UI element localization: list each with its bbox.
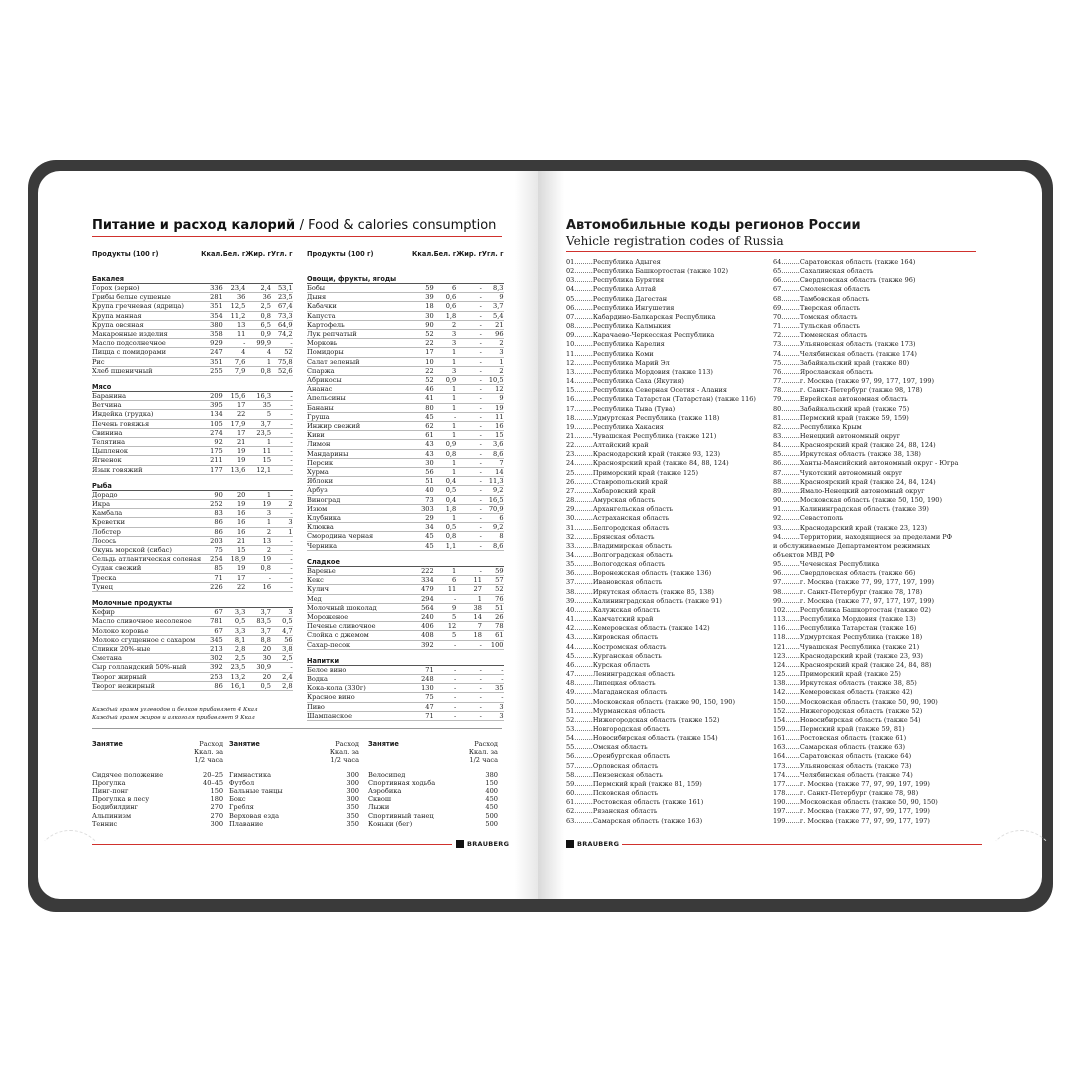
region-code-entry: 79.........Еврейская автономная область xyxy=(773,395,908,404)
footer-line-right xyxy=(622,844,982,845)
region-code-entry: 99.........г. Москва (также 77, 97, 177, 197, 199) xyxy=(773,596,935,605)
region-code-entry: 178.......г. Санкт-Петербург (также 78, 98) xyxy=(773,789,919,798)
activity-row: Пинг-понг 150 xyxy=(92,787,224,796)
activity-row: Плавание 350 xyxy=(229,819,359,828)
region-code-entry: 72.........Тюменская область xyxy=(773,331,868,340)
food-row: Баранина 209 15,6 16,3 - xyxy=(92,392,293,401)
food-row: Масло подсолнечное 929 - 99,9 - xyxy=(92,339,293,348)
food-row: Сельдь атлантическая соленая 254 18,9 19 - xyxy=(92,555,293,564)
activity-header: Занятие Расход Ккал. за 1/2 часа xyxy=(92,740,224,765)
food-row: Мандарины 43 0,8 - 8,6 xyxy=(307,449,504,458)
region-code-entry: 50.........Московская область (также 90, 150, 190) xyxy=(566,697,735,706)
food-row: Яблоки 51 0,4 - 11,3 xyxy=(307,477,504,486)
region-code-entry: 150.......Московская область (также 50, 90, 190) xyxy=(773,697,938,706)
region-code-entry: 30.........Астраханская область xyxy=(566,514,670,523)
region-code-entry: 71.........Тульская область xyxy=(773,322,861,331)
region-code-entry: 68.........Тамбовская область xyxy=(773,294,869,303)
region-code-entry: 174.......Челябинская область (также 74) xyxy=(773,770,913,779)
region-code-entry: 61.........Ростовская область (также 161) xyxy=(566,798,704,807)
food-row: Горох (зерно) 336 23,4 2,4 53,1 xyxy=(92,284,293,292)
regions-title-underline xyxy=(566,251,976,252)
food-group-heading: Бакалея xyxy=(92,268,293,284)
table-header: Продукты (100 г) Ккал. Бел. г Жир. г Угл. г xyxy=(92,250,293,258)
region-code-entry: 26.........Ставропольский край xyxy=(566,477,668,486)
food-group-heading: Напитки xyxy=(307,649,504,665)
food-row: Хурма 56 1 - 14 xyxy=(307,468,504,477)
activity-row: Прогулка в лесу 180 xyxy=(92,795,224,804)
region-code-entry: 163.......Самарская область (также 63) xyxy=(773,743,905,752)
region-code-entry: 32.........Брянская область xyxy=(566,532,655,541)
food-row: Крупа манная 354 11,2 0,8 73,3 xyxy=(92,311,293,320)
food-row: Свинина 274 17 23,5 - xyxy=(92,428,293,437)
food-row: Кабачки 18 0,6 - 3,7 xyxy=(307,302,504,311)
footer-line-left xyxy=(92,844,452,845)
food-row: Грибы белые сушеные 281 36 36 23,5 xyxy=(92,293,293,302)
activity-row: Теннис 300 xyxy=(92,819,224,828)
region-code-entry: 51.........Мурманская область xyxy=(566,706,666,715)
region-code-entry: 17.........Республика Тыва (Тува) xyxy=(566,404,676,413)
region-code-entry: 44.........Костромская область xyxy=(566,642,667,651)
region-code-entry: 138.......Иркутская область (также 38, 85) xyxy=(773,679,917,688)
region-code-entry: 97.........г. Москва (также 77, 99, 177, 197, 199) xyxy=(773,578,935,587)
region-code-entry: 118.......Удмуртская Республика (также 18) xyxy=(773,633,923,642)
food-row: Сыр голландский 50%-ный 392 23,5 30,9 - xyxy=(92,663,293,672)
region-code-entry: 62.........Рязанская область xyxy=(566,807,658,816)
activity-row: Футбол 300 xyxy=(229,778,359,787)
food-group-heading: Сладкое xyxy=(307,550,504,566)
activity-row: Коньки (бег) 500 xyxy=(368,819,498,828)
region-code-entry: 152.......Нижегородская область (также 52) xyxy=(773,706,923,715)
food-group-heading: Мясо xyxy=(92,376,293,392)
region-code-entry: 36.........Воронежская область (также 136) xyxy=(566,569,712,578)
region-code-entry: 113.......Республика Мордовия (также 13) xyxy=(773,615,916,624)
region-code-entry: 154.......Новосибирская область (также 54) xyxy=(773,715,921,724)
activity-row: Спортивная ходьба 150 xyxy=(368,778,498,787)
region-code-entry: 197.......г. Москва (также 77, 97, 99, 177, 199) xyxy=(773,807,930,816)
food-row: Крупа гречневая (ядрица) 351 12,5 2,5 67,4 xyxy=(92,302,293,311)
region-code-entry: 77.........г. Москва (также 97, 99, 177, 197, 199) xyxy=(773,377,935,386)
region-code-entry: 64.........Саратовская область (также 164) xyxy=(773,258,916,266)
region-code-entry: 21.........Чувашская Республика (также 121) xyxy=(566,431,717,440)
food-row: Мед 294 - 1 76 xyxy=(307,594,504,603)
regions-subtitle: Vehicle registration codes of Russia xyxy=(566,234,784,248)
region-code-entry: 83.........Ненецкий автономный округ xyxy=(773,431,901,440)
activity-row: Велосипед 380 xyxy=(368,770,498,779)
region-code-entry: и обслуживаемые Департаментом режимных xyxy=(773,541,931,550)
activity-row: Бальные танцы 300 xyxy=(229,787,359,796)
region-code-entry: 02.........Республика Башкортостан (также 102) xyxy=(566,267,729,276)
region-code-entry: 42.........Кемеровская область (также 142) xyxy=(566,624,710,633)
food-row: Хлеб пшеничный 255 7,9 0,8 52,6 xyxy=(92,366,293,375)
region-code-entry: 80.........Забайкальский край (также 75) xyxy=(773,404,910,413)
food-row: Ананас 46 1 - 12 xyxy=(307,385,504,394)
food-row: Сливки 20%-ные 213 2,8 20 3,8 xyxy=(92,644,293,653)
brand-logo-right: BRAUBERG xyxy=(566,840,619,848)
region-code-entry: 57.........Орловская область xyxy=(566,761,659,770)
region-code-entry: 53.........Новгородская область xyxy=(566,724,670,733)
food-row: Молоко коровье 67 3,3 3,7 4,7 xyxy=(92,626,293,635)
page-title: Питание и расход калорий / Food & calories consumption xyxy=(92,218,497,233)
food-row: Кулич 479 11 27 52 xyxy=(307,585,504,594)
food-row: Клюква 34 0,5 - 9,2 xyxy=(307,523,504,532)
region-code-entry: 81.........Пермский край (также 59, 159) xyxy=(773,413,909,422)
food-group-heading: Рыба xyxy=(92,474,293,490)
region-code-entry: 161.......Ростовская область (также 61) xyxy=(773,734,907,743)
region-code-entry: 47.........Ленинградская область xyxy=(566,670,675,679)
activity-row: Верховая езда 350 xyxy=(229,811,359,820)
region-code-entry: 159.......Пермский край (также 59, 81) xyxy=(773,724,905,733)
region-code-entry: 63.........Самарская область (также 163) xyxy=(566,816,703,825)
food-row: Дыня 39 0,6 - 9 xyxy=(307,293,504,302)
region-code-entry: 67.........Смоленская область xyxy=(773,285,871,294)
food-row: Груша 45 - - 11 xyxy=(307,412,504,421)
activity-row: Лыжи 450 xyxy=(368,803,498,812)
region-code-entry: 75.........Забайкальский край (также 80) xyxy=(773,358,910,367)
food-row: Ветчина 395 17 35 - xyxy=(92,401,293,410)
activity-row: Бокс 300 xyxy=(229,795,359,804)
region-code-entry: 91.........Калининградская область (также 39) xyxy=(773,505,929,514)
regions-title: Автомобильные коды регионов России xyxy=(566,218,861,233)
region-code-entry: 89.........Ямало-Ненецкий автономный округ xyxy=(773,486,925,495)
food-row: Пиво 47 - - 3 xyxy=(307,702,504,711)
food-row: Тунец 226 22 16 - xyxy=(92,582,293,591)
region-code-entry: 01.........Республика Адыгея xyxy=(566,258,661,266)
region-code-entry: 121.......Чувашская Республика (также 21) xyxy=(773,642,920,651)
region-code-entry: 13.........Республика Мордовия (также 113) xyxy=(566,367,713,376)
food-row: Рис 351 7,6 1 75,8 xyxy=(92,357,293,366)
cover-stitch-right xyxy=(985,830,1057,902)
region-code-entry: 124.......Красноярский край (также 24, 84, 88) xyxy=(773,660,932,669)
region-code-entry: 123.......Краснодарский край (также 23, 93) xyxy=(773,651,923,660)
region-code-entry: 65.........Сахалинская область xyxy=(773,267,874,276)
region-code-entry: 86.........Ханты-Мансийский автономный округ - Югра xyxy=(773,459,959,468)
food-row: Камбала 83 16 3 - xyxy=(92,509,293,518)
food-row: Белое вино 71 - - - xyxy=(307,665,504,674)
food-row: Арбуз 40 0,5 - 9,2 xyxy=(307,486,504,495)
region-code-entry: 35.........Вологодская область xyxy=(566,560,666,569)
page-gutter-left xyxy=(515,171,539,899)
region-code-entry: 94.........Территории, находящиеся за пределами РФ xyxy=(773,532,952,541)
food-row: Кока-кола (330г) 130 - - 35 xyxy=(307,684,504,693)
food-row: Молочный шоколад 564 9 38 51 xyxy=(307,603,504,612)
region-code-entry: 142.......Кемеровская область (также 42) xyxy=(773,688,913,697)
region-code-entry: 199.......г. Москва (также 77, 97, 99, 177, 197) xyxy=(773,816,930,825)
region-code-entry: 90.........Московская область (также 50, 150, 190) xyxy=(773,496,942,505)
food-group-heading: Молочные продукты xyxy=(92,592,293,608)
activity-header: Занятие Расход Ккал. за 1/2 часа xyxy=(368,740,498,765)
region-code-entry: 10.........Республика Карелия xyxy=(566,340,665,349)
food-row: Сметана 302 2,5 30 2,5 xyxy=(92,654,293,663)
regions-column-1 xyxy=(566,258,756,826)
region-code-entry: 92.........Севастополь xyxy=(773,514,844,523)
region-code-entry: 28.........Амурская область xyxy=(566,496,656,505)
region-code-entry: 24.........Красноярский край (также 84, 88, 124) xyxy=(566,459,729,468)
region-code-entry: 15.........Республика Северная Осетия - Алания xyxy=(566,386,727,395)
region-code-entry: 76.........Ярославская область xyxy=(773,367,873,376)
food-row: Язык говяжий 177 13,6 12,1 - xyxy=(92,465,293,474)
region-code-entry: 66.........Свердловская область (также 96) xyxy=(773,276,916,285)
page-gutter-right xyxy=(538,171,564,899)
region-code-entry: 95.........Чеченская Республика xyxy=(773,560,880,569)
calorie-note: Каждый грамм углеводов и белков прибавляет 4 Ккал Каждый грамм жиров и алкоголя прибавляет 9 Ккал xyxy=(92,707,258,721)
activity-row: Бодибилдинг 270 xyxy=(92,803,224,812)
food-row: Кекс 334 6 11 57 xyxy=(307,576,504,585)
food-row: Инжир свежий 62 1 - 16 xyxy=(307,422,504,431)
activity-header: Занятие Расход Ккал. за 1/2 часа xyxy=(229,740,359,765)
region-code-entry: 34.........Волгоградская область xyxy=(566,551,673,559)
region-code-entry: 164.......Саратовская область (также 64) xyxy=(773,752,912,761)
region-code-entry: 85.........Иркутская область (также 38, 138) xyxy=(773,450,921,459)
food-row: Крупа овсяная 380 13 6,5 64,9 xyxy=(92,320,293,329)
food-table-right xyxy=(307,250,504,721)
region-code-entry: 87.........Чукотский автономный округ xyxy=(773,468,903,477)
region-code-entry: 07.........Кабардино-Балкарская Республика xyxy=(566,312,716,321)
food-row: Варенье 222 1 - 59 xyxy=(307,566,504,575)
region-code-entry: 12.........Республика Марий Эл xyxy=(566,358,670,367)
divider xyxy=(92,728,502,729)
region-code-entry: 93.........Краснодарский край (также 23, 123) xyxy=(773,523,928,532)
food-row: Дорадо 90 20 1 - xyxy=(92,490,293,499)
table-header: Продукты (100 г) Ккал. Бел. г Жир. г Угл. г xyxy=(307,250,504,258)
food-row: Апельсины 41 1 - 9 xyxy=(307,394,504,403)
region-code-entry: 54.........Новосибирская область (также 154) xyxy=(566,734,718,743)
brand-mark-icon xyxy=(566,840,574,848)
food-row: Телятина 92 21 1 - xyxy=(92,438,293,447)
activity-row: Прогулка 40–45 xyxy=(92,778,224,787)
food-row: Судак свежий 85 19 0,8 - xyxy=(92,564,293,573)
region-code-entry: 14.........Республика Саха (Якутия) xyxy=(566,377,684,386)
activity-row: Аэробика 400 xyxy=(368,787,498,796)
food-row: Слойка с джемом 408 5 18 61 xyxy=(307,631,504,640)
food-row: Капуста 30 1,8 - 5,4 xyxy=(307,311,504,320)
region-code-entry: 56.........Оренбургская область xyxy=(566,752,671,761)
region-code-entry: 102.......Республика Башкортостан (также 02) xyxy=(773,605,931,614)
region-code-entry: 06.........Республика Ингушетия xyxy=(566,303,675,312)
region-code-entry: 05.........Республика Дагестан xyxy=(566,294,668,303)
region-code-entry: 09.........Карачаево-Черкесская Республика xyxy=(566,331,715,340)
region-code-entry: 73.........Ульяновская область (также 173) xyxy=(773,340,916,349)
food-row: Виноград 73 0,4 - 16,5 xyxy=(307,495,504,504)
food-row: Смородина черная 45 0,8 - 8 xyxy=(307,532,504,541)
region-code-entry: 46.........Курская область xyxy=(566,660,651,669)
food-row: Окунь морской (сибас) 75 15 2 - xyxy=(92,546,293,555)
region-code-entry: 70.........Томская область xyxy=(773,312,858,321)
food-row: Кефир 67 3,3 3,7 3 xyxy=(92,608,293,617)
region-code-entry: 74.........Челябинская область (также 174) xyxy=(773,349,917,358)
food-row: Персик 30 1 - 7 xyxy=(307,458,504,467)
food-row: Черника 45 1,1 - 8,6 xyxy=(307,541,504,550)
activity-table-2 xyxy=(229,740,359,828)
food-row: Творог нежирный 86 16,1 0,5 2,8 xyxy=(92,681,293,690)
region-code-entry: 173.......Ульяновская область (также 73) xyxy=(773,761,912,770)
activity-row: Спортивный танец 500 xyxy=(368,811,498,820)
food-group-heading: Овощи, фрукты, ягоды xyxy=(307,268,504,284)
food-row: Бобы 59 6 - 8,3 xyxy=(307,284,504,292)
food-row: Креветки 86 16 1 3 xyxy=(92,518,293,527)
region-code-entry: 18.........Удмуртская Республика (также 118) xyxy=(566,413,720,422)
region-code-entry: 41.........Камчатский край xyxy=(566,615,654,624)
region-code-entry: 11.........Республика Коми xyxy=(566,349,654,358)
region-code-entry: 190.......Московская область (также 50, 90, 150) xyxy=(773,798,938,807)
food-row: Салат зеленый 10 1 - 1 xyxy=(307,357,504,366)
food-row: Морковь 22 3 - 2 xyxy=(307,339,504,348)
activity-row: Гребля 350 xyxy=(229,803,359,812)
region-code-entry: 96.........Свердловская область (также 66) xyxy=(773,569,916,578)
food-row: Спаржа 22 3 - 2 xyxy=(307,366,504,375)
food-row: Помидоры 17 1 - 3 xyxy=(307,348,504,357)
region-code-entry: 60.........Псковская область xyxy=(566,789,659,798)
region-code-entry: 25.........Приморский край (также 125) xyxy=(566,468,698,477)
food-row: Водка 248 - - - xyxy=(307,674,504,683)
region-code-entry: 43.........Кировская область xyxy=(566,633,659,642)
region-code-entry: 39.........Калининградская область (также 91) xyxy=(566,596,722,605)
region-code-entry: 27.........Хабаровский край xyxy=(566,486,656,495)
food-row: Индейка (грудка) 134 22 5 - xyxy=(92,410,293,419)
food-row: Икра 252 19 19 2 xyxy=(92,500,293,509)
regions-column-2 xyxy=(773,258,958,826)
region-code-entry: 49.........Магаданская область xyxy=(566,688,668,697)
region-code-entry: 08.........Республика Калмыкия xyxy=(566,322,672,331)
food-row: Мороженое 240 5 14 26 xyxy=(307,612,504,621)
region-code-entry: 98.........г. Санкт-Петербург (также 78, 178) xyxy=(773,587,923,596)
food-row: Творог жирный 253 13,2 20 2,4 xyxy=(92,672,293,681)
activity-row: Сидячее положение 20–25 xyxy=(92,770,224,779)
region-code-entry: 78.........г. Санкт-Петербург (также 98, 178) xyxy=(773,386,923,395)
food-row: Абрикосы 52 0,9 - 10,5 xyxy=(307,376,504,385)
region-code-entry: 55.........Омская область xyxy=(566,743,648,752)
food-row: Ягненок 211 19 15 - xyxy=(92,456,293,465)
region-code-entry: 125.......Приморский край (также 25) xyxy=(773,670,901,679)
region-code-entry: 45.........Курганская область xyxy=(566,651,662,660)
region-code-entry: 84.........Красноярский край (также 24, 88, 124) xyxy=(773,441,936,450)
activity-table-3 xyxy=(368,740,498,828)
food-row: Лобстер 86 16 2 1 xyxy=(92,527,293,536)
activity-row: Гимнастика 300 xyxy=(229,770,359,779)
region-code-entry: 69.........Тверская область xyxy=(773,303,861,312)
region-code-entry: 31.........Белгородская область xyxy=(566,523,670,532)
brand-mark-icon xyxy=(456,840,464,848)
activity-table-1 xyxy=(92,740,223,828)
region-code-entry: 19.........Республика Хакасия xyxy=(566,422,664,431)
food-row: Молоко сгущенное с сахаром 345 8,1 8,8 56 xyxy=(92,635,293,644)
activity-row: Альпинизм 270 xyxy=(92,811,224,820)
region-code-entry: объектов МВД РФ xyxy=(773,551,835,559)
food-row: Лосось 203 21 13 - xyxy=(92,536,293,545)
food-row: Лук репчатый 52 3 - 96 xyxy=(307,330,504,339)
food-row: Пицца с помидорами 247 4 4 52 xyxy=(92,348,293,357)
region-code-entry: 58.........Пензенская область xyxy=(566,770,663,779)
cover-stitch-left xyxy=(34,830,106,902)
food-row: Картофель 90 2 - 21 xyxy=(307,320,504,329)
region-code-entry: 03.........Республика Бурятия xyxy=(566,276,665,285)
food-table-left xyxy=(92,250,293,691)
food-row: Цыпленок 175 19 11 - xyxy=(92,447,293,456)
food-row: Печень говяжья 105 17,9 3,7 - xyxy=(92,419,293,428)
food-row: Печенье сливочное 406 12 7 78 xyxy=(307,622,504,631)
food-row: Бананы 80 1 - 19 xyxy=(307,403,504,412)
region-code-entry: 16.........Республика Татарстан (Татарстан) (также 116) xyxy=(566,395,756,404)
food-row: Изюм 303 1,8 - 70,9 xyxy=(307,504,504,513)
region-code-entry: 177.......г. Москва (также 77, 97, 99, 197, 199) xyxy=(773,779,930,788)
title-underline xyxy=(92,236,502,237)
food-row: Масло сливочное несоленое 781 0,5 83,5 0,5 xyxy=(92,617,293,626)
region-code-entry: 88.........Красноярский край (также 24, 84, 124) xyxy=(773,477,936,486)
food-row: Сахар-песок 392 - - 100 xyxy=(307,640,504,649)
food-row: Красное вино 75 - - - xyxy=(307,693,504,702)
region-code-entry: 29.........Архангельская область xyxy=(566,505,674,514)
food-row: Лимон 43 0,9 - 3,6 xyxy=(307,440,504,449)
food-row: Макаронные изделия 358 11 0,9 74,2 xyxy=(92,330,293,339)
region-code-entry: 52.........Нижегородская область (также 152) xyxy=(566,715,720,724)
region-code-entry: 48.........Липецкая область xyxy=(566,679,656,688)
region-code-entry: 37.........Ивановская область xyxy=(566,578,663,587)
region-code-entry: 116.......Республика Татарстан (также 16) xyxy=(773,624,917,633)
food-row: Шампанское 71 - - 3 xyxy=(307,711,504,720)
region-code-entry: 40.........Калужская область xyxy=(566,605,661,614)
region-code-entry: 04.........Республика Алтай xyxy=(566,285,657,294)
region-code-entry: 23.........Краснодарский край (также 93, 123) xyxy=(566,450,721,459)
region-code-entry: 33.........Владимирская область xyxy=(566,541,672,550)
region-code-entry: 22.........Алтайский край xyxy=(566,441,649,450)
region-code-entry: 38.........Иркутская область (также 85, 138) xyxy=(566,587,714,596)
food-row: Треска 71 17 - - xyxy=(92,573,293,582)
brand-logo-left: BRAUBERG xyxy=(456,840,509,848)
food-row: Клубника 29 1 - 6 xyxy=(307,514,504,523)
region-code-entry: 59.........Пермский край (также 81, 159) xyxy=(566,779,702,788)
food-row: Киви 61 1 - 15 xyxy=(307,431,504,440)
activity-row: Сквош 450 xyxy=(368,795,498,804)
region-code-entry: 82.........Республика Крым xyxy=(773,422,862,431)
